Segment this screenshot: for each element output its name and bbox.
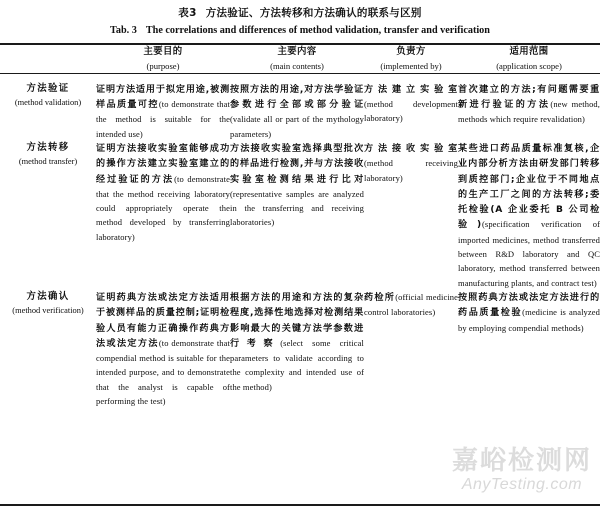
- header-en-application-scope: (application scope): [496, 60, 562, 71]
- para-contents-2: [230, 290, 364, 394]
- header-en-purpose: (purpose): [146, 60, 180, 71]
- cell-purpose-1: [96, 141, 230, 290]
- para-en-contents-0: (validate all or part of the mythology parameters): [230, 114, 364, 139]
- table-bottom-rule-wrap: [0, 504, 600, 506]
- para-en-purpose-0: (to demonstrate that the method is suitable for the intended use): [96, 99, 230, 139]
- para-purpose-2: [96, 290, 230, 408]
- cell-scope-0: [458, 74, 600, 141]
- para-scope-2: [458, 290, 600, 335]
- para-cn-implemented-2: 药检所: [364, 292, 396, 303]
- header-cell-implemented-by: [364, 45, 458, 73]
- table-row: [0, 290, 600, 408]
- table-body: [0, 74, 600, 409]
- para-cn-purpose-0: 证明方法适用于拟定用途,被测样品质量可控: [96, 84, 230, 111]
- cell-scope-2: [458, 290, 600, 408]
- para-implemented-1: [364, 141, 458, 185]
- caption-title-cn: 方法验证、方法转移和方法确认的联系与区别: [205, 7, 422, 19]
- caption-table-number-cn: 表3: [178, 7, 197, 19]
- header-cell-application-scope: [458, 45, 600, 73]
- para-en-purpose-1: (to demonstrate that the method receiving laboratory could appropriately operate the method developed by transferring laboratory): [96, 173, 230, 242]
- caption-english: [0, 23, 600, 38]
- para-purpose-0: [96, 82, 230, 141]
- table-row: [0, 141, 600, 290]
- para-en-implemented-0: (method development laboratory): [364, 99, 458, 124]
- para-en-scope-2: (medicine is analyzed by employing compendial methods): [458, 307, 600, 333]
- caption-chinese: [0, 6, 600, 21]
- para-contents-0: [230, 82, 364, 141]
- para-contents-1: [230, 141, 364, 230]
- cell-contents-1: [230, 141, 364, 290]
- row-label-cn-2: 方法确认: [26, 290, 70, 302]
- header-cn-main-contents: 主要内容: [277, 45, 317, 57]
- para-cn-implemented-1: 方法接收实验室: [364, 143, 458, 154]
- para-implemented-0: [364, 82, 458, 126]
- row-label-cn-0: 方法验证: [26, 82, 70, 94]
- para-en-scope-1: (specification verification of imported medicines, method transferred between R&D laboratory and QC laboratory, method transferred between manufacturing plants, and contract test): [458, 219, 600, 288]
- header-cell-blank: [0, 45, 96, 73]
- header-cell-main-contents: [230, 45, 364, 73]
- header-cn-purpose: 主要目的: [143, 45, 183, 57]
- cell-implemented-0: [364, 74, 458, 141]
- cell-contents-2: [230, 290, 364, 408]
- para-implemented-2: [364, 290, 458, 320]
- para-scope-1: [458, 141, 600, 290]
- para-cn-scope-2: 按照药典方法或法定方法进行的药品质量检验: [458, 292, 600, 319]
- para-en-purpose-2: (to demonstrate that compendial method is suitable for the intended purpose, and to demonstrate that the analyst is capable of performing the test): [96, 337, 230, 407]
- para-en-contents-2: (select some critical parameters to validate according to the complexity and intended use of the method): [230, 337, 364, 392]
- para-cn-contents-0: 按照方法的用途,对方法学验证参数进行全部或部分验证: [230, 84, 364, 111]
- para-scope-0: [458, 82, 600, 127]
- header-en-main-contents: (main contents): [270, 60, 324, 71]
- para-cn-implemented-0: 方法建立实验室: [364, 84, 458, 95]
- row-label-en-1: (method transfer): [18, 156, 78, 166]
- para-purpose-1: [96, 141, 230, 244]
- watermark-english: AnyTesting.com: [461, 476, 583, 493]
- para-cn-scope-0: 首次建立的方法;有问题需要重新进行验证的方法: [458, 84, 600, 111]
- row-label-method-transfer: [0, 141, 96, 290]
- header-row: [0, 45, 600, 73]
- table-row: [0, 74, 600, 141]
- table-caption: [0, 0, 600, 38]
- para-en-implemented-1: (method receiving laboratory): [364, 158, 458, 183]
- header-en-implemented-by: (implemented by): [380, 60, 442, 71]
- cell-implemented-2: [364, 290, 458, 408]
- para-cn-purpose-2: 证明药典方法或法定方法适用于被测样品的质量控制;证明检验人员有能力正确操作药典方法或法定方法: [96, 292, 230, 349]
- cell-purpose-0: [96, 74, 230, 141]
- para-en-contents-1: (representative samples are analyzed in the transferring and receiving laboratories): [230, 188, 364, 228]
- para-cn-contents-2: 根据方法的用途和方法的复杂程度,选择性地选择对检测结果影响最大的关键方法学参数进行考察: [230, 292, 364, 349]
- para-cn-purpose-1: 证明方法接收实验室能够成功的操作方法建立实验室建立的经过验证的方法: [96, 143, 230, 185]
- table-bottom-rule: [0, 504, 600, 506]
- watermark: [452, 446, 592, 494]
- row-label-method-validation: [0, 74, 96, 141]
- caption-table-number-en: Tab. 3: [110, 25, 137, 36]
- row-label-en-0: (method validation): [14, 97, 82, 107]
- para-en-scope-0: (new method, methods which require revalidation): [458, 99, 600, 125]
- cell-implemented-1: [364, 141, 458, 290]
- table-header: [0, 45, 600, 73]
- row-label-cn-1: 方法转移: [26, 141, 70, 153]
- row-label-method-verification: [0, 290, 96, 408]
- cell-purpose-2: [96, 290, 230, 408]
- caption-title-en: The correlations and differences of method validation, transfer and verification: [145, 25, 490, 36]
- header-cn-implemented-by: 负责方: [396, 45, 426, 57]
- cell-contents-0: [230, 74, 364, 141]
- header-cell-purpose: [96, 45, 230, 73]
- para-cn-scope-1: 某些进口药品质量标准复核,企业内部分析方法由研发部门转移到质控部门;企业位于不同地点的生产工厂之间的方法转移;委托检验(A 企业委托 B 公司检验): [458, 143, 600, 231]
- watermark-chinese: 嘉峪检测网: [451, 446, 592, 476]
- para-en-implemented-2: (official medicine control laboratories): [364, 291, 459, 318]
- para-cn-contents-1: 方法接收实验室选择典型批次的样品进行检测,并与方法接收实验室检测结果进行比对: [230, 143, 364, 185]
- cell-scope-1: [458, 141, 600, 290]
- header-cn-application-scope: 适用范围: [509, 45, 549, 57]
- row-label-en-2: (method verification): [12, 305, 84, 315]
